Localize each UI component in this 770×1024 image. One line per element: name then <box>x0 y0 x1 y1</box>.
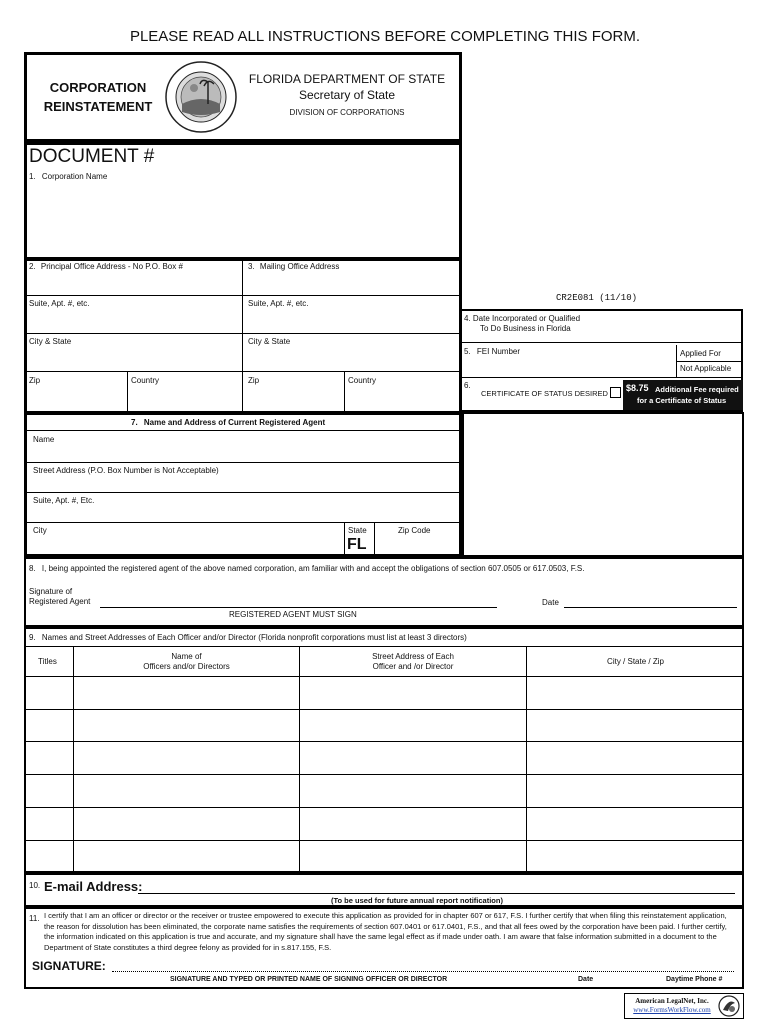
email-label: E-mail Address: <box>44 879 143 894</box>
agent-signature-line[interactable] <box>100 607 497 608</box>
signature-label: SIGNATURE: <box>32 959 106 973</box>
officers-col-line <box>73 646 74 873</box>
agent-signature-label <box>29 587 90 607</box>
zip-country-divider <box>344 371 345 412</box>
form-instruction <box>0 28 770 45</box>
principal-zip-field[interactable]: Zip <box>29 376 41 385</box>
fei-not-applicable-option[interactable]: Not Applicable <box>680 364 732 373</box>
officers-row-line <box>24 709 744 710</box>
agent-row-line <box>24 430 462 431</box>
date-incorporated-label2: To Do Business in Florida <box>480 324 571 333</box>
field6-number: 6. <box>464 381 471 390</box>
officers-col-line <box>526 646 527 873</box>
principal-suite-field[interactable]: Suite, Apt. #, etc. <box>29 299 90 308</box>
signature-date-label: Date <box>578 976 594 983</box>
document-number-label: DOCUMENT # <box>29 146 155 167</box>
secretary-title: Secretary of State <box>298 88 396 102</box>
fee-line2: for a Certificate of Status <box>637 396 727 405</box>
registered-agent-box <box>24 412 462 557</box>
certificate-status-label: CERTIFICATE OF STATUS DESIRED <box>481 389 608 398</box>
blank-right-box <box>462 412 744 557</box>
field2-number: 2. <box>29 262 36 271</box>
col-street-line1: Street Address of Each <box>372 652 454 661</box>
date-incorporated-field[interactable] <box>464 314 580 334</box>
certificate-status-checkbox[interactable] <box>610 387 621 398</box>
agent-state-divider <box>344 522 345 555</box>
field9-number: 9. <box>29 633 36 642</box>
fei-option-line <box>676 361 743 362</box>
right-row-line <box>459 377 743 378</box>
fei-number-label: FEI Number <box>476 347 521 356</box>
right-row-line <box>459 342 743 343</box>
certification-statement: I certify that I am an officer or director or the receiver or trustee empowered to execute this application as provided for in chapter 607 or 617, F.S. I further certify that when filing this reinstatement application, the reason for dissolution has been eliminated, the corporate name satisfies the requirements of section 607.0401 or 617.0401, F.S., and that all fees owed by the corporation have been paid. I further certify, the information indicated on this application is true and accurate, and my signature shall have the same legal effect as if made under oath. I am aware that false information submitted in a document to the Department of State constitutes a third degree felony as provided for in s.817.155, F.S. <box>44 911 727 952</box>
officers-row-line <box>24 807 744 808</box>
form-title-line1: CORPORATION <box>49 80 147 95</box>
officers-label: Names and Street Addresses of Each Officer and/or Director (Florida nonprofit corporations must list at least 3 directors) <box>41 633 467 642</box>
col-city-header: City / State / Zip <box>607 657 664 666</box>
field11-number: 11. <box>29 914 40 923</box>
address-row-line <box>24 371 462 372</box>
fee-amount: $8.75 <box>626 383 649 393</box>
field3-number: 3. <box>248 262 255 271</box>
col-names-header <box>74 652 299 672</box>
form-title <box>40 78 156 116</box>
field7-number: 7. <box>131 418 138 427</box>
agent-row-line <box>24 462 462 463</box>
florida-seal-icon <box>164 60 238 134</box>
email-input-line[interactable] <box>138 893 735 894</box>
agent-suite-field[interactable]: Suite, Apt. #, Etc. <box>33 496 95 505</box>
mailing-country-field[interactable]: Country <box>348 376 377 385</box>
agent-street-field[interactable]: Street Address (P.O. Box Number is Not Acceptable) <box>33 466 219 475</box>
field5-number: 5. <box>464 347 471 356</box>
field1-number: 1. <box>29 172 36 181</box>
fei-number-field[interactable] <box>464 347 520 356</box>
agent-must-sign-note: REGISTERED AGENT MUST SIGN <box>229 610 357 619</box>
instruction-text: PLEASE READ ALL INSTRUCTIONS BEFORE COMPLETING THIS FORM. <box>129 28 641 45</box>
certificate-fee-badge <box>623 380 743 410</box>
address-row-line <box>24 295 462 296</box>
agent-state-value: FL <box>347 536 367 553</box>
mailing-suite-field[interactable]: Suite, Apt. #, etc. <box>248 299 309 308</box>
address-box <box>24 258 462 414</box>
agent-name-field[interactable]: Name <box>33 435 55 444</box>
registered-agent-heading <box>131 418 325 427</box>
mailing-city-state-field[interactable]: City & State <box>248 337 291 346</box>
agent-date-line[interactable] <box>564 607 737 608</box>
footer-brand-name: American LegalNet, Inc. <box>635 997 709 1005</box>
col-names-line2: Officers and/or Directors <box>143 662 230 671</box>
agent-acceptance-text <box>29 564 584 573</box>
agent-zip-field[interactable]: Zip Code <box>398 526 431 535</box>
field10-number: 10. <box>29 881 41 890</box>
principal-address-field[interactable] <box>29 262 183 271</box>
signature-caption: SIGNATURE AND TYPED OR PRINTED NAME OF SIGNING OFFICER OR DIRECTOR <box>170 976 448 983</box>
officers-row-line <box>24 774 744 775</box>
dept-name: FLORIDA DEPARTMENT OF STATE <box>248 72 446 86</box>
corporation-name-label: Corporation Name <box>41 172 108 181</box>
agent-sig-line1: Signature of <box>29 587 73 596</box>
header-dept <box>238 72 456 117</box>
officers-row-line <box>24 840 744 841</box>
email-note: (To be used for future annual report notification) <box>331 896 503 905</box>
address-row-line <box>24 333 462 334</box>
fei-applied-for-option[interactable]: Applied For <box>680 349 721 358</box>
mailing-address-field[interactable] <box>248 262 339 271</box>
principal-country-field[interactable]: Country <box>131 376 160 385</box>
officers-header-top <box>24 646 744 647</box>
field4-number: 4. <box>464 314 471 323</box>
principal-city-state-field[interactable]: City & State <box>29 337 72 346</box>
zip-country-divider <box>127 371 128 412</box>
registered-agent-label: Name and Address of Current Registered Agent <box>143 418 326 427</box>
agent-city-field[interactable]: City <box>33 526 47 535</box>
field8-number: 8. <box>29 564 36 573</box>
officers-heading <box>29 633 467 642</box>
corporation-name-field[interactable] <box>29 172 107 181</box>
agent-acceptance-statement: I, being appointed the registered agent of the above named corporation, am familiar with and accept the obligations of section 607.0505 or 617.0503, F.S. <box>41 564 585 573</box>
signature-line[interactable] <box>112 971 734 972</box>
address-divider <box>242 258 243 414</box>
daytime-phone-label: Daytime Phone # <box>666 976 723 983</box>
form-code: CR2E081 (11/10) <box>556 293 638 303</box>
agent-row-line <box>24 492 462 493</box>
agent-zip-divider <box>374 522 375 555</box>
date-incorporated-label: Date Incorporated or Qualified <box>472 314 581 323</box>
officers-col-line <box>299 646 300 873</box>
footer-url[interactable]: www.FormsWorkFlow.com <box>633 1006 711 1014</box>
col-titles-header: Titles <box>38 657 57 666</box>
mailing-address-label: Mailing Office Address <box>259 262 340 271</box>
principal-address-label: Principal Office Address - No P.O. Box # <box>40 262 183 271</box>
fee-line1: Additional Fee required <box>655 385 739 394</box>
officers-row-line <box>24 741 744 742</box>
agent-state-label: State <box>348 526 367 535</box>
col-street-line2: Officer and /or Director <box>372 662 454 671</box>
division-name: DIVISION OF CORPORATIONS <box>289 108 405 117</box>
form-title-line2: REINSTATEMENT <box>43 99 153 114</box>
col-street-header <box>300 652 526 672</box>
footer-logo-icon <box>718 995 740 1017</box>
agent-sig-line2: Registered Agent <box>29 597 91 606</box>
footer-brand <box>628 997 716 1015</box>
agent-date-label: Date <box>542 598 559 607</box>
agent-row-line <box>24 522 462 523</box>
mailing-zip-field[interactable]: Zip <box>248 376 260 385</box>
officers-header-bottom <box>24 676 744 677</box>
col-names-line1: Name of <box>171 652 202 661</box>
